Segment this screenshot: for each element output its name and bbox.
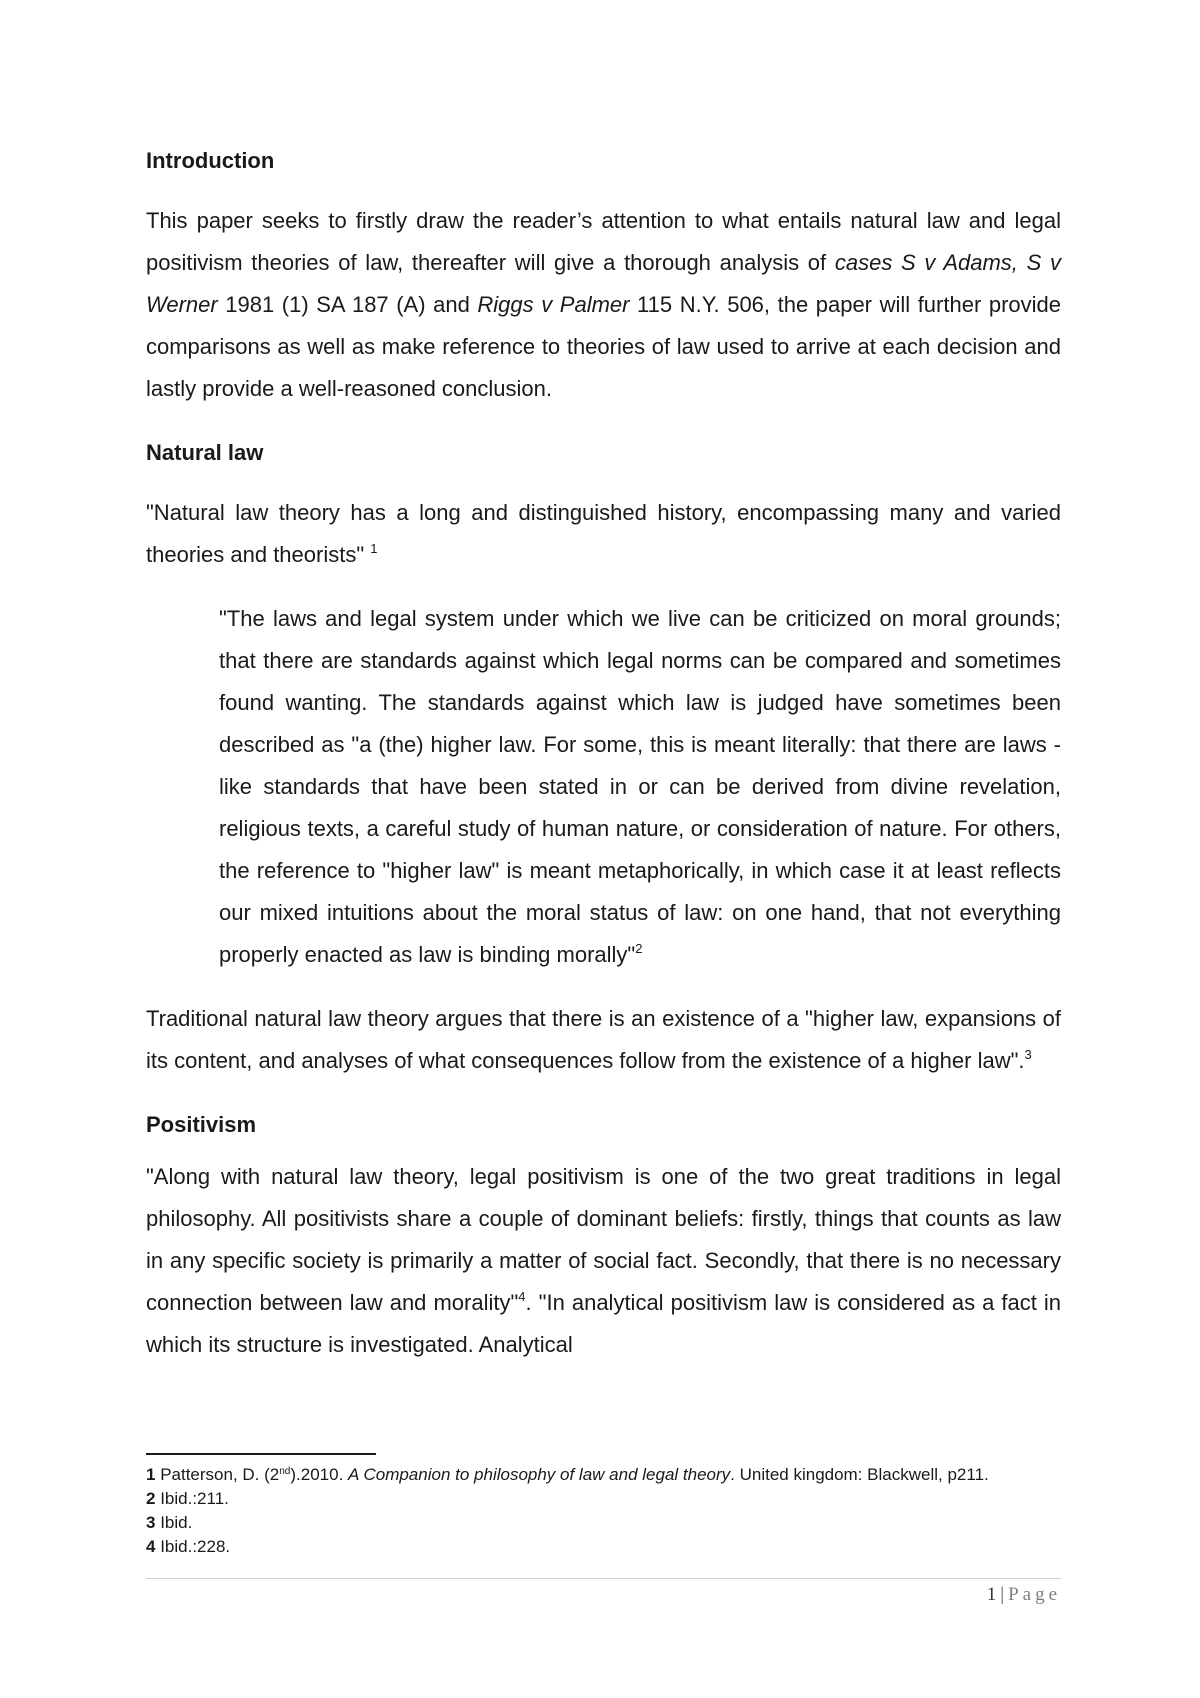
footnote-ref-4: 4: [518, 1289, 526, 1304]
case-citation-riggs: Riggs v Palmer: [477, 292, 630, 317]
footer-separator-bar: |: [1000, 1584, 1005, 1605]
page-label: Page: [1008, 1584, 1061, 1605]
footer-separator: [146, 1578, 1061, 1579]
footnote-separator: [146, 1453, 376, 1455]
natural-law-heading: Natural law: [146, 440, 264, 465]
footnotes: [146, 1463, 1106, 1559]
footnote-1: 1 Patterson, D. (2nd).2010. A Companion to philosophy of law and legal theory. United kingdom: Blackwell, p211.: [146, 1465, 989, 1484]
introduction-paragraph: This paper seeks to firstly draw the reader’s attention to what entails natural law and legal positivism theories of law, thereafter will give a thorough analysis of cases S v Adams, S v Werner 1981 (1) SA 187 (A) and Riggs v Palmer 115 N.Y. 506, the paper will further provide comparisons as well as make reference to theories of law used to arrive at each decision and lastly provide a well-reasoned conclusion.: [146, 208, 1061, 401]
footnote-3: 3 Ibid.: [146, 1513, 193, 1532]
positivism-heading: Positivism: [146, 1112, 257, 1137]
body-text: [146, 140, 1061, 1366]
footnote-2: 2 Ibid.:211.: [146, 1489, 229, 1508]
footnote-ref-1: 1: [370, 541, 378, 556]
traditional-natural-law-paragraph: Traditional natural law theory argues that there is an existence of a "higher law, expansions of its content, and analyses of what consequences follow from the existence of a higher law".$^3$: [146, 1006, 1061, 1073]
footnote-ref-2: 2: [635, 941, 643, 956]
footnote-ref-3: 3: [1024, 1047, 1032, 1062]
introduction-heading: Introduction: [146, 148, 275, 173]
page-footer: [987, 1584, 1061, 1606]
page-number: 1: [986, 1584, 997, 1605]
case-citation-adams-werner: cases S v Adams, S v Werner: [146, 250, 1061, 317]
natural-law-paragraph: "Natural law theory has a long and distinguished history, encompassing many and varied theories and theorists" $^1$: [146, 500, 1061, 567]
positivism-paragraph: "Along with natural law theory, legal positivism is one of the two great traditions in legal philosophy. All positivists share a couple of dominant beliefs: firstly, things that counts as law in any specific society is primarily a matter of social fact. Secondly, that there is no necessary connection between law and morality"$^4$. "In analytical positivism law is considered as a fact in which its structure is investigated. Analytical: [146, 1164, 1062, 1357]
footnote-4: 4 Ibid.:228.: [146, 1537, 231, 1556]
block-quote: "The laws and legal system under which we live can be criticized on moral grounds; that there are standards against which legal norms can be compared and sometimes found wanting. The standards against which law is judged have sometimes been described as "a (the) higher law. For some, this is meant literally: that there are laws - like standards that have been stated in or can be derived from divine revelation, religious texts, a careful study of human nature, or consideration of nature. For others, the reference to "higher law" is meant metaphorically, in which case it at least reflects our mixed intuitions about the moral status of law: on one hand, that not everything properly enacted as law is binding morally"$^2$: [219, 606, 1061, 967]
